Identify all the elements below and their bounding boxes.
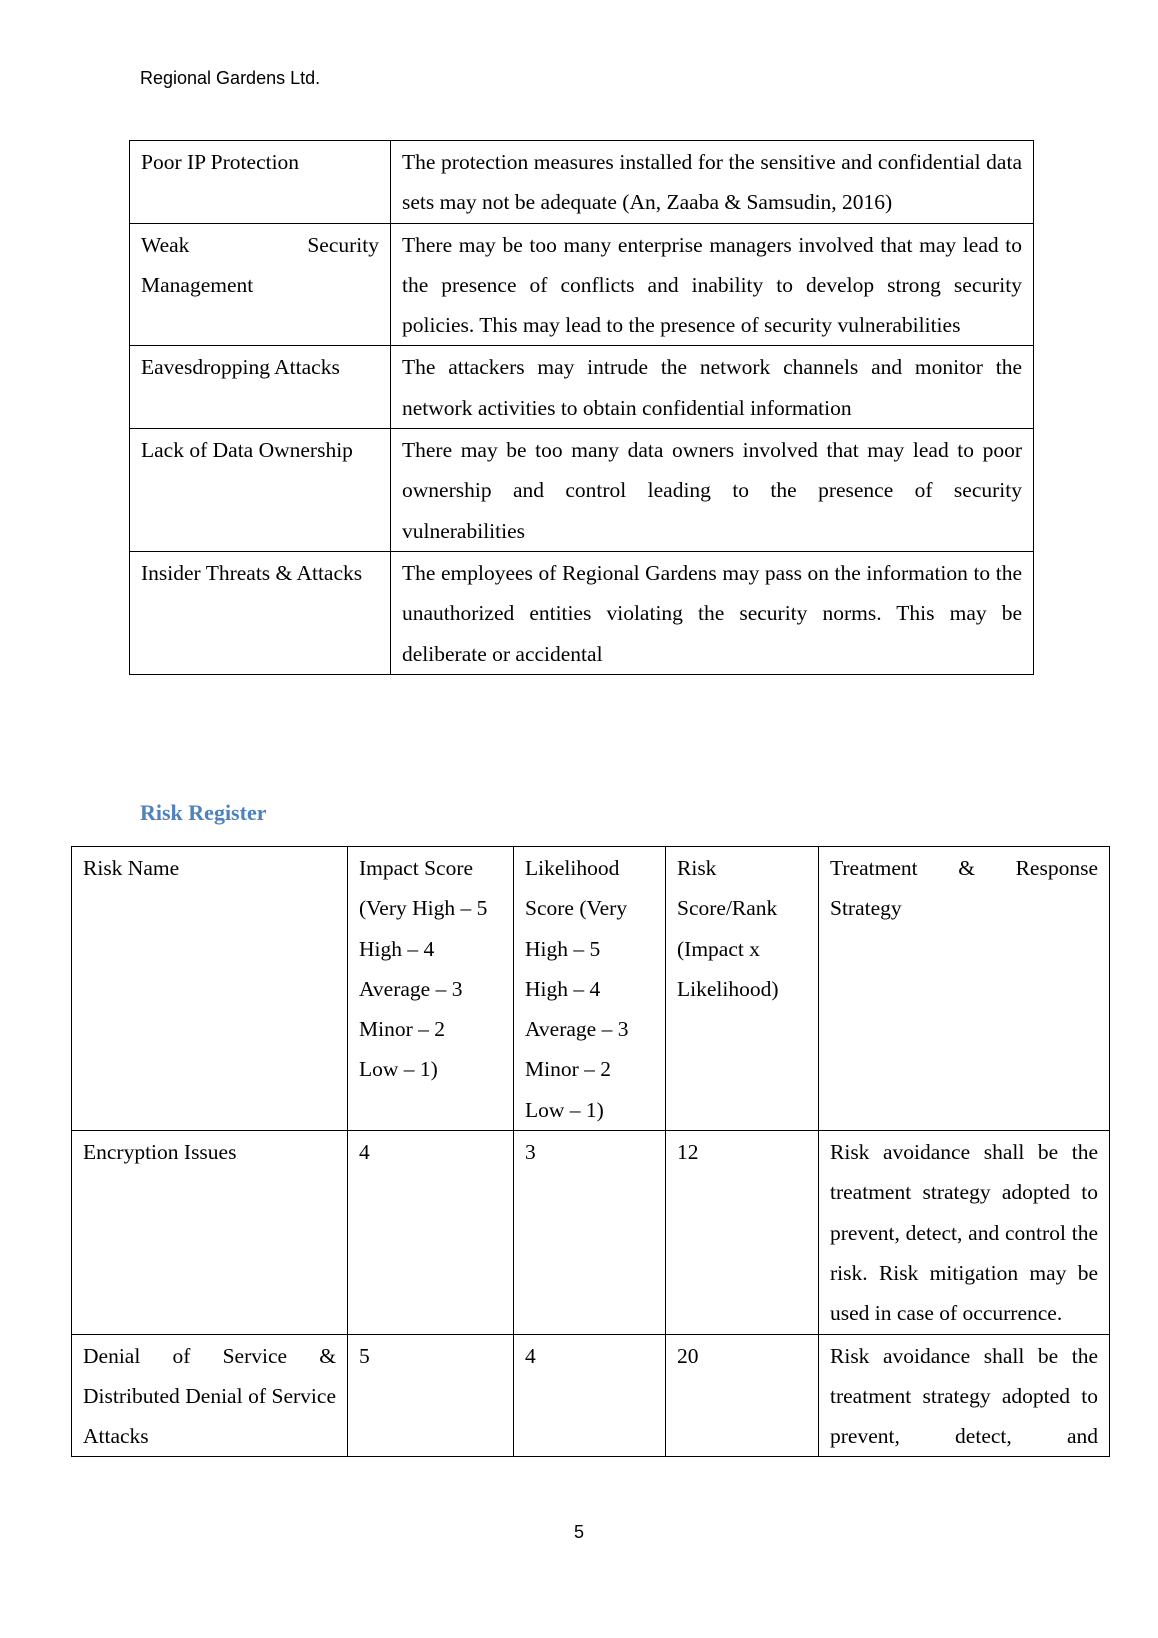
risk-name-line: Management [141,272,254,297]
risk-description-cell: There may be too many data owners involved that may lead to poor ownership and control leading to the presence of security vulnerabilities [391,429,1034,552]
risk-description-cell: There may be too many enterprise managers involved that may lead to the presence of conflicts and inability to develop strong security policies. This may lead to the presence of security vulnerabilities [391,223,1034,346]
header-line: Likelihood) [677,976,779,1001]
header-line: Score (Very [525,896,628,921]
risk-description-cell: The employees of Regional Gardens may pass on the information to the unauthorized entities violating the security norms. This may be deliberate or accidental [391,551,1034,674]
header-impact-score [348,847,514,1131]
page-header: Regional Gardens Ltd. [140,68,321,88]
header-risk-score [666,847,819,1131]
header-line: Low – 1) [525,1097,604,1122]
header-line: High – 5 [525,936,601,961]
header-line: Minor – 2 [525,1057,611,1082]
register-treatment: Risk avoidance shall be the treatment strategy adopted to prevent, detect, and [819,1334,1110,1457]
header-line: (Very High – 5 [359,896,488,921]
risk-register-table [71,846,1110,1457]
header-line: Average – 3 [359,976,463,1001]
risk-register-heading: Risk Register [140,800,267,825]
risk-name-word: Security [307,232,379,257]
table-row [72,1334,1110,1457]
register-impact: 4 [348,1131,514,1334]
register-score: 12 [666,1131,819,1334]
table-row [130,429,1034,552]
register-likelihood: 4 [514,1334,666,1457]
table-row [72,1131,1110,1334]
risk-description-table [129,140,1034,675]
register-impact: 5 [348,1334,514,1457]
header-line: Low – 1) [359,1057,438,1082]
header-line: Likelihood [525,856,620,880]
table-row [130,141,1034,224]
risk-name-word: Weak [141,232,190,257]
table-row [130,551,1034,674]
header-row [72,847,1110,1131]
header-likelihood-score [514,847,666,1131]
header-line: Minor – 2 [359,1017,445,1042]
header-line: (Impact x [677,936,760,961]
register-score: 20 [666,1334,819,1457]
register-treatment: Risk avoidance shall be the treatment strategy adopted to prevent, detect, and control the risk. Risk mitigation may be used in case of occurrence. [819,1131,1110,1334]
risk-name-cell: Insider Threats & Attacks [130,551,391,674]
risk-name-line [141,225,379,265]
header-line: Impact Score [359,856,474,880]
register-risk-name: Denial of Service & Distributed Denial of Service Attacks [72,1334,348,1457]
risk-name-cell: Poor IP Protection [130,141,391,224]
header-line: Average – 3 [525,1017,629,1042]
header-treatment-strategy: Treatment & Response Strategy [819,847,1110,1131]
register-likelihood: 3 [514,1131,666,1334]
risk-name-cell [130,223,391,346]
header-line: Risk [677,856,717,880]
header-line: Score/Rank [677,896,778,921]
table-row [130,346,1034,429]
table-row [130,223,1034,346]
header-risk-name: Risk Name [72,847,348,1131]
register-risk-name: Encryption Issues [72,1131,348,1334]
risk-name-cell: Eavesdropping Attacks [130,346,391,429]
risk-description-cell: The protection measures installed for the sensitive and confidential data sets may not be adequate (An, Zaaba & Samsudin, 2016) [391,141,1034,224]
header-line: High – 4 [359,936,435,961]
header-line: High – 4 [525,976,601,1001]
page-number: 5 [573,1522,584,1542]
risk-description-cell: The attackers may intrude the network channels and monitor the network activities to obtain confidential information [391,346,1034,429]
risk-name-cell: Lack of Data Ownership [130,429,391,552]
